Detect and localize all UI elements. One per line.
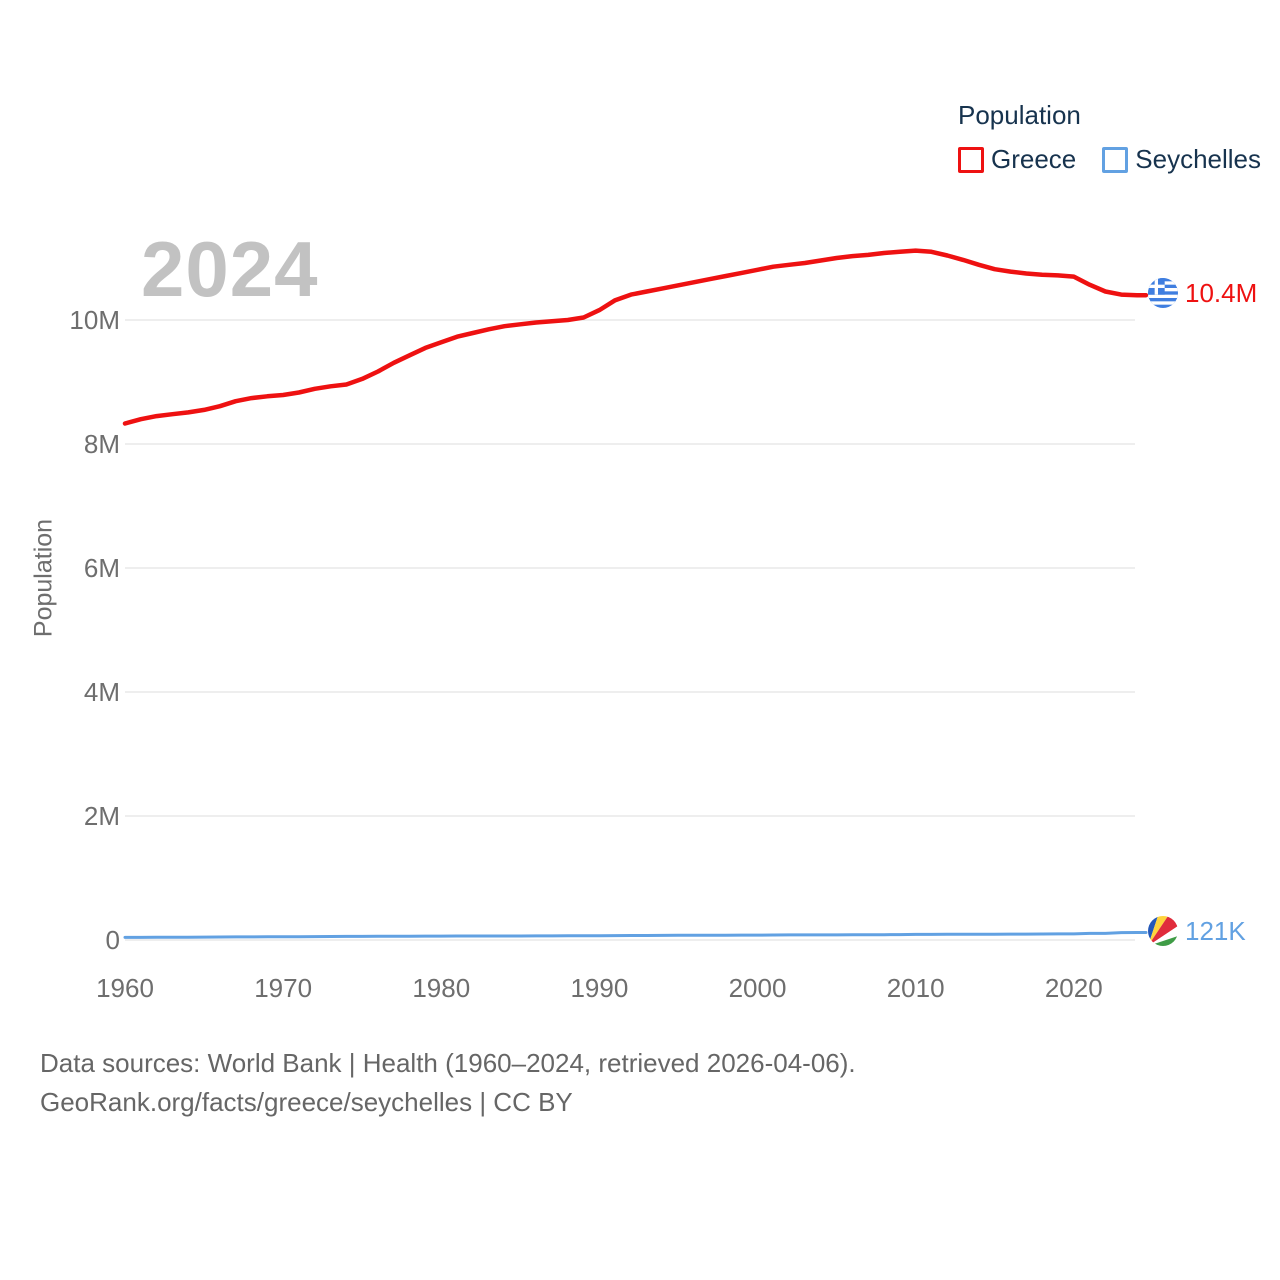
legend-items xyxy=(958,144,1261,175)
legend-swatch-seychelles xyxy=(1102,147,1128,173)
y-tick-label: 4M xyxy=(83,677,120,707)
x-tick-label: 1990 xyxy=(570,973,629,1003)
end-label-seychelles xyxy=(1148,916,1246,946)
x-tick-label: 2020 xyxy=(1044,973,1103,1003)
x-tick-label: 2010 xyxy=(886,973,945,1003)
seychelles-flag-icon xyxy=(1148,916,1178,946)
legend-title: Population xyxy=(958,100,1081,130)
seychelles-end-value: 121K xyxy=(1185,916,1246,946)
y-tick-label: 2M xyxy=(83,801,120,831)
x-tick-label: 2000 xyxy=(728,973,787,1003)
legend-swatch-greece xyxy=(958,147,984,173)
legend-label: Seychelles xyxy=(1135,144,1261,174)
legend-item-seychelles[interactable] xyxy=(1102,144,1261,175)
watermark-year: 2024 xyxy=(141,225,319,313)
x-tick-label: 1970 xyxy=(254,973,313,1003)
legend-label: Greece xyxy=(991,144,1077,174)
series-line-seychelles xyxy=(125,933,1146,938)
x-tick-label: 1980 xyxy=(412,973,471,1003)
greece-end-value: 10.4M xyxy=(1185,278,1258,308)
y-tick-label: 0 xyxy=(105,925,120,955)
footer xyxy=(40,1044,856,1122)
legend xyxy=(958,100,1261,175)
y-tick-label: 8M xyxy=(83,429,120,459)
y-tick-label: 10M xyxy=(69,305,120,335)
footer-attribution: GeoRank.org/facts/greece/seychelles | CC BY xyxy=(40,1087,573,1117)
end-label-greece xyxy=(1148,278,1257,308)
footer-data-sources: Data sources: World Bank | Health (1960–2024, retrieved 2026-04-06). xyxy=(40,1048,856,1078)
legend-item-greece[interactable] xyxy=(958,144,1076,175)
y-tick-label: 6M xyxy=(83,553,120,583)
x-tick-label: 1960 xyxy=(96,973,154,1003)
greece-flag-icon xyxy=(1148,278,1178,308)
y-axis-title: Population xyxy=(29,518,58,638)
